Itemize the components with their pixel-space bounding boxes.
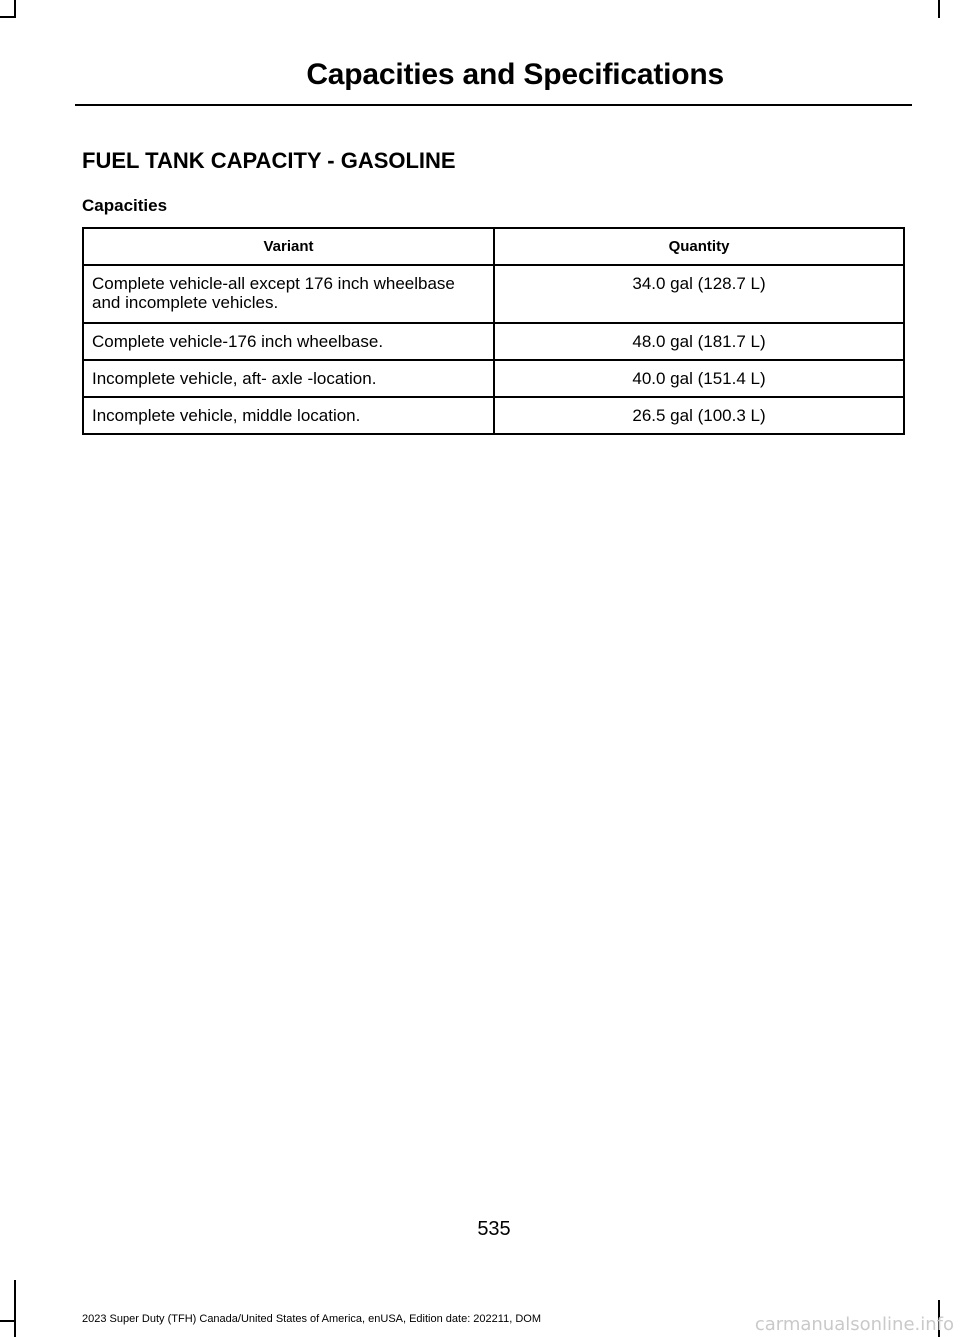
table-header-row — [83, 228, 904, 265]
table-row — [83, 323, 904, 360]
variant-cell: Complete vehicle-176 inch wheelbase. — [83, 323, 494, 360]
crop-mark-top-right — [938, 0, 940, 18]
quantity-cell: 48.0 gal (181.7 L) — [494, 323, 904, 360]
column-header-variant: Variant — [83, 228, 494, 265]
quantity-cell: 26.5 gal (100.3 L) — [494, 397, 904, 434]
edition-footer: 2023 Super Duty (TFH) Canada/United States of America, enUSA, Edition date: 202211, DOM — [82, 1313, 541, 1325]
variant-cell: Incomplete vehicle, middle location. — [83, 397, 494, 434]
variant-cell: Incomplete vehicle, aft- axle -location. — [83, 360, 494, 397]
crop-mark-bottom-left-horizontal — [0, 1320, 16, 1322]
quantity-cell: 34.0 gal (128.7 L) — [494, 265, 904, 323]
quantity-cell: 40.0 gal (151.4 L) — [494, 360, 904, 397]
table-row — [83, 360, 904, 397]
table-row — [83, 265, 904, 323]
page-header-title: Capacities and Specifications — [306, 58, 724, 91]
table-row — [83, 397, 904, 434]
crop-mark-top-left-horizontal — [0, 16, 16, 18]
section-subtitle: Capacities — [82, 196, 168, 215]
page-number: 535 — [477, 1218, 511, 1240]
header-divider — [75, 104, 912, 106]
fuel-capacity-table — [82, 227, 905, 435]
watermark: carmanualsonline.info — [754, 1314, 954, 1335]
crop-mark-bottom-left — [14, 1280, 16, 1337]
section-title: FUEL TANK CAPACITY - GASOLINE — [82, 148, 456, 173]
column-header-quantity: Quantity — [494, 228, 904, 265]
variant-cell: Complete vehicle-all except 176 inch wheelbase and incomplete vehicles. — [83, 265, 494, 323]
